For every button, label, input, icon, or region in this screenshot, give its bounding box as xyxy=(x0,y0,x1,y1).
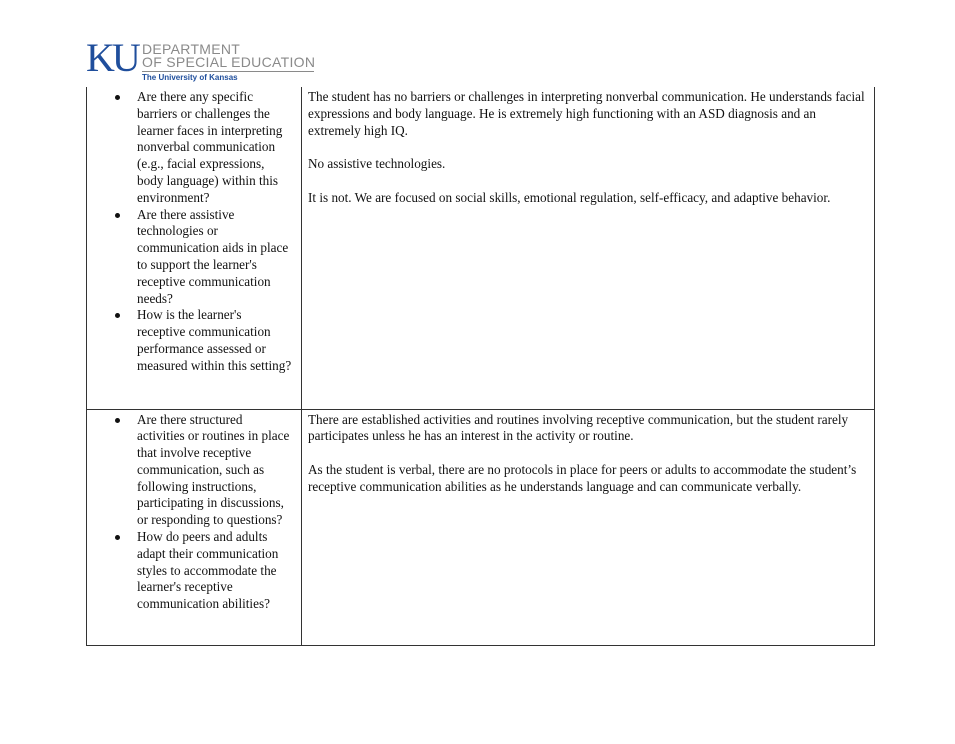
bullet-icon xyxy=(115,535,120,540)
question-text: Are there any specific barriers or challenges the learner faces in interpreting nonverbal communication (e.g., facial expressions, body language) within this environment? xyxy=(137,89,283,205)
question-item xyxy=(137,207,293,308)
logo-department-name xyxy=(142,43,315,69)
question-text: Are there assistive technologies or communication aids in place to support the learner's receptive communication needs? xyxy=(137,206,289,306)
answers-cell xyxy=(302,87,875,409)
answer-paragraph: There are established activities and routines involving receptive communication, but the student rarely participates unless he has an interest in the activity or routine. xyxy=(308,411,849,444)
question-list xyxy=(93,89,293,375)
answer-paragraph: No assistive technologies. xyxy=(308,156,446,172)
questions-cell xyxy=(87,87,302,409)
table-row xyxy=(87,87,875,409)
logo-initials: KU xyxy=(86,35,138,80)
department-line-1: DEPARTMENT xyxy=(142,41,241,57)
department-line-2: OF SPECIAL EDUCATION xyxy=(142,54,316,70)
ku-special-education-logo xyxy=(86,35,326,86)
answer-paragraph: The student has no barriers or challenges in interpreting nonverbal communication. He understands facial expressions and body language. He is extremely high functioning with an ASD diagnosis and an extremely high IQ. xyxy=(308,89,865,138)
question-item xyxy=(137,307,293,374)
question-item xyxy=(137,412,293,530)
bullet-icon xyxy=(115,418,120,423)
question-item xyxy=(137,89,293,207)
question-text: Are there structured activities or routines in place that involve receptive communication, such as following instructions, participating in discussions, or responding to questions? xyxy=(137,411,290,528)
answers-cell xyxy=(302,409,875,645)
question-text: How is the learner's receptive communication performance assessed or measured within this setting? xyxy=(137,307,292,373)
university-name: The University of Kansas xyxy=(142,73,238,82)
answer-paragraph: It is not. We are focused on social skills, emotional regulation, self-efficacy, and adaptive behavior. xyxy=(308,189,831,205)
question-item xyxy=(137,529,293,613)
answer-paragraph: As the student is verbal, there are no protocols in place for peers or adults to accommodate the student’s receptive communication abilities as he understands language and can communicate verbally. xyxy=(308,461,857,494)
logo-divider xyxy=(142,71,314,72)
question-text: How do peers and adults adapt their communication styles to accommodate the learner's receptive communication abilities? xyxy=(137,529,279,612)
communication-table xyxy=(86,87,875,646)
bullet-icon xyxy=(115,313,120,318)
bullet-icon xyxy=(115,213,120,218)
bullet-icon xyxy=(115,95,120,100)
question-list xyxy=(93,412,293,614)
questions-cell xyxy=(87,409,302,645)
table-row xyxy=(87,409,875,645)
